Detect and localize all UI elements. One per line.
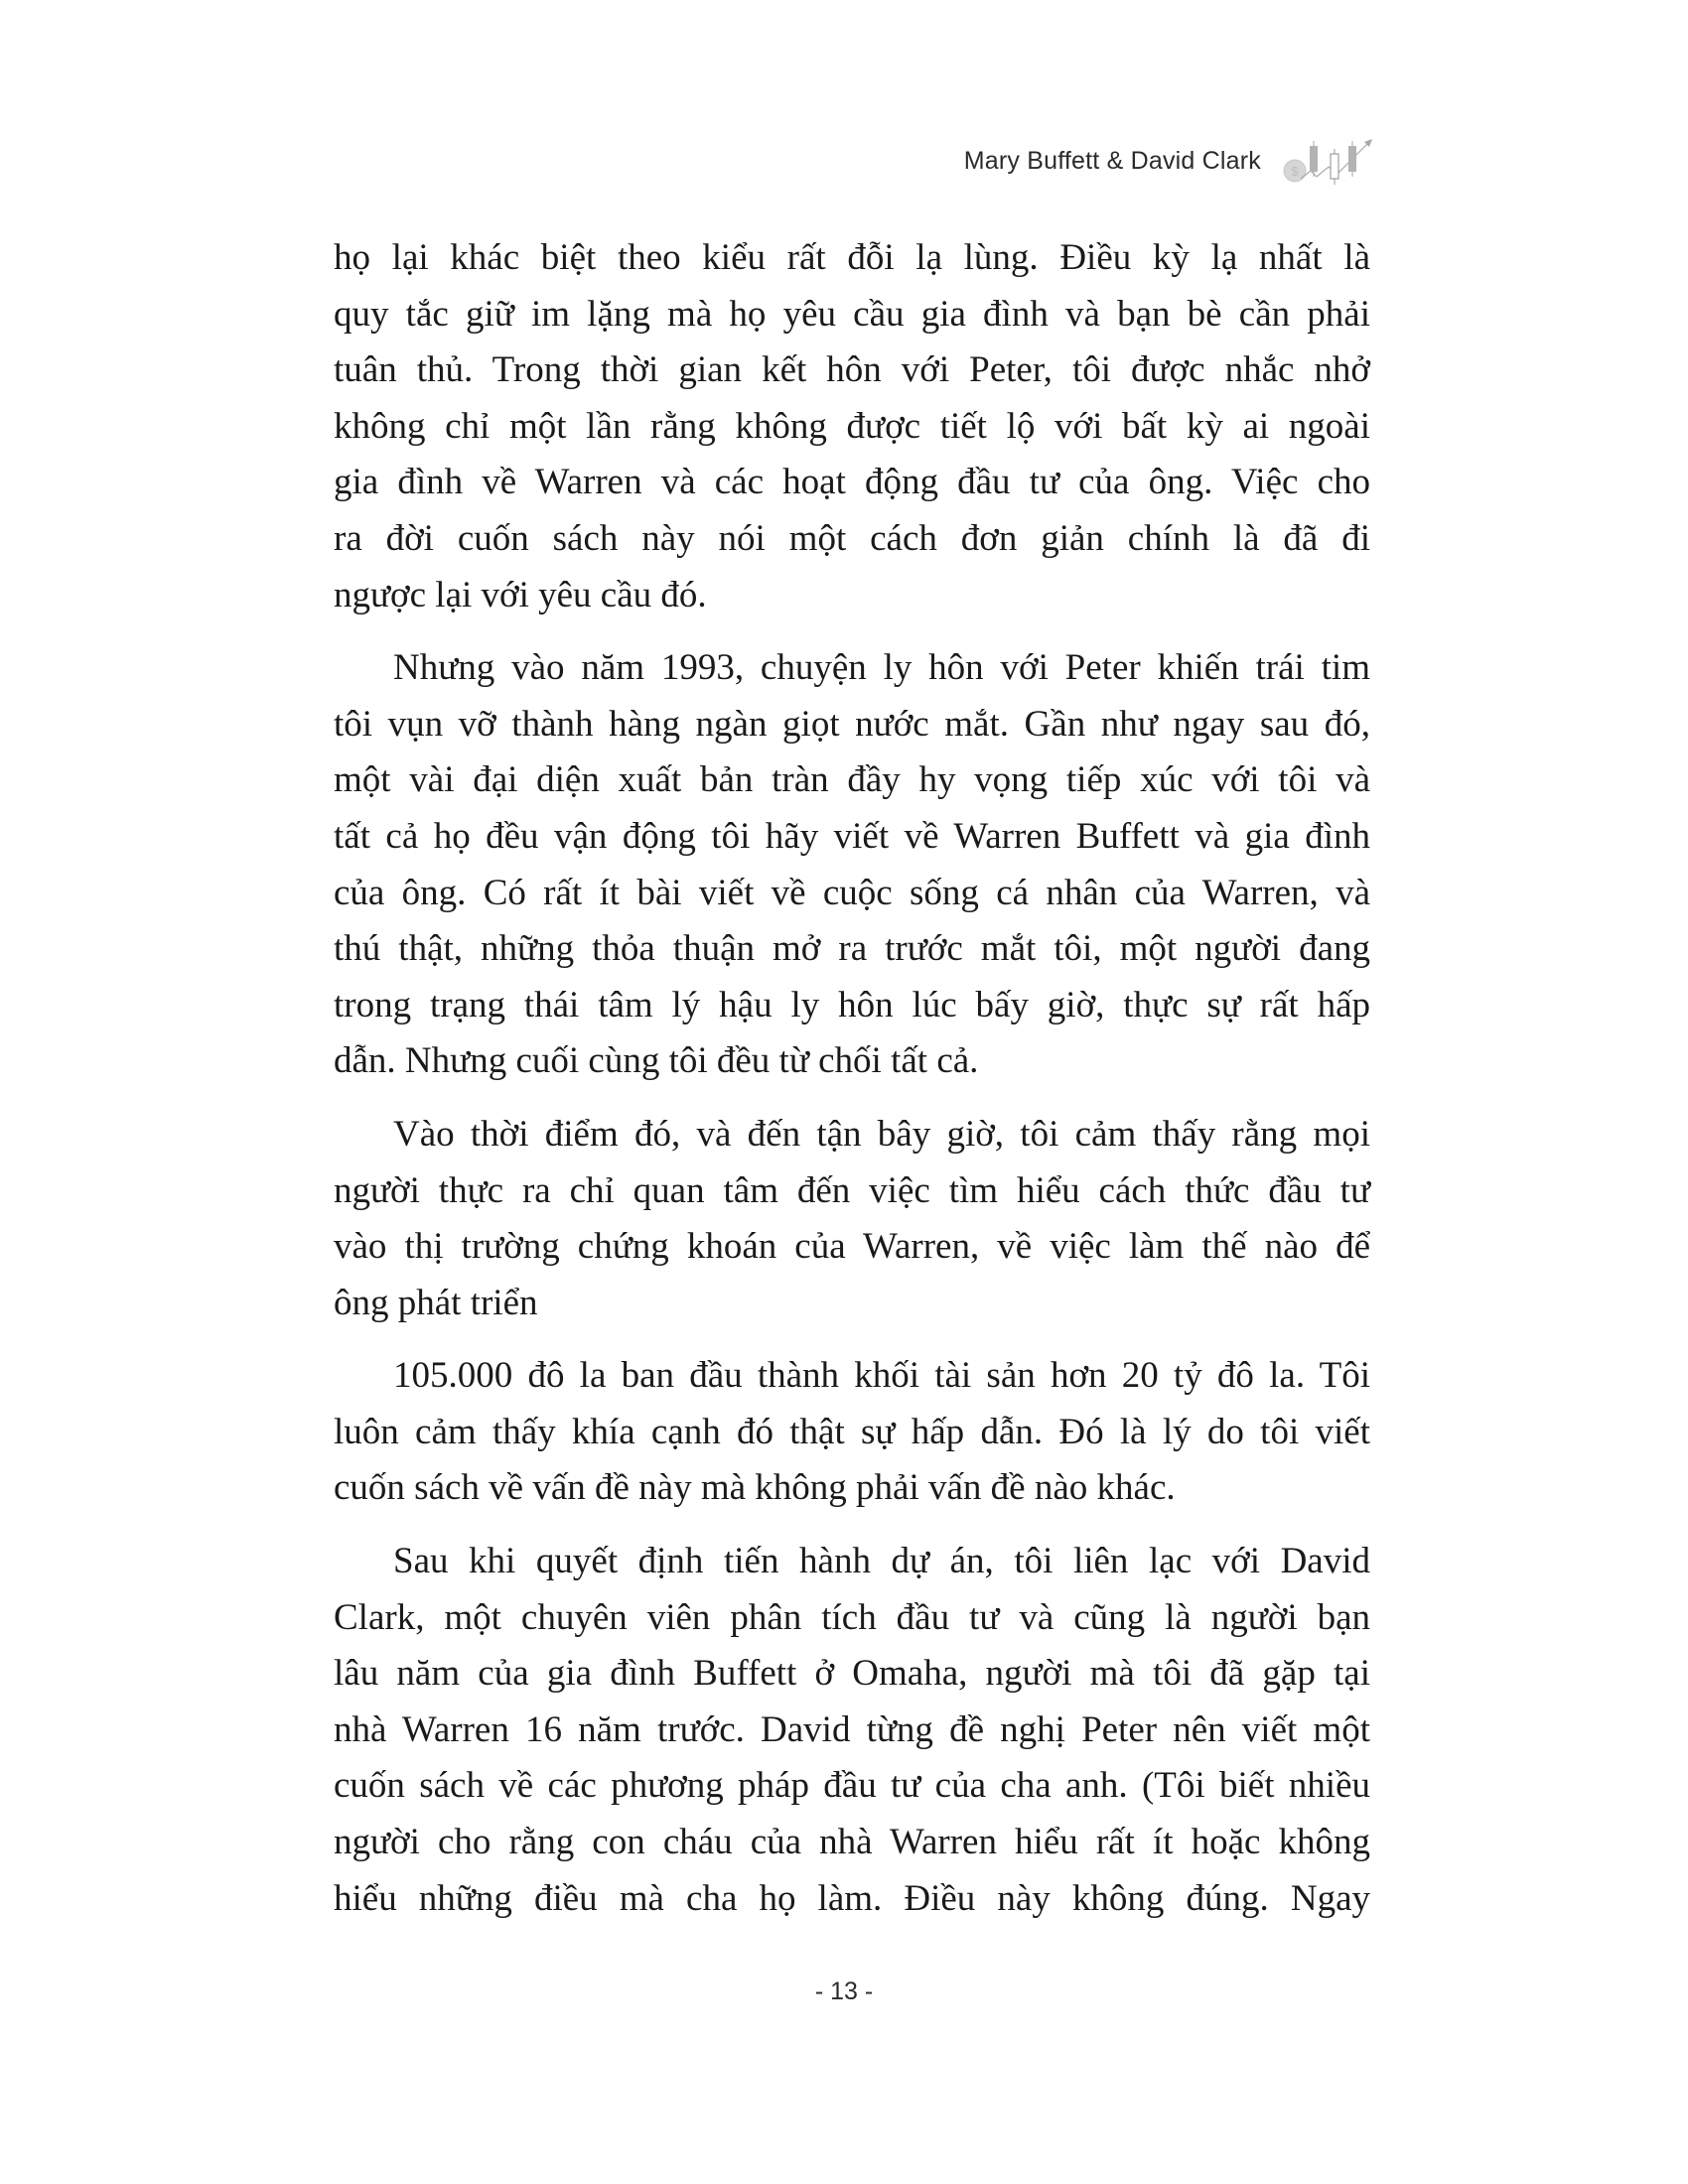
coin-candlestick-chart-icon [1281, 133, 1380, 189]
page-number: - 13 - [814, 1978, 874, 2005]
text-line: Sau khi quyết định tiến hành dự án, tôi liên lạc với David [393, 1541, 1370, 1582]
text-line: trong trạng thái tâm lý hậu ly hôn lúc bấy giờ, thực sự rất hấp [334, 984, 1370, 1025]
svg-text:$: $ [1291, 164, 1299, 179]
body-text [334, 230, 1370, 1944]
text-line: dẫn. Nhưng cuối cùng tôi đều từ chối tất cả. [334, 1040, 979, 1082]
paragraph [334, 1107, 1370, 1331]
text-line: người cho rằng con cháu của nhà Warren hiểu rất ít hoặc không [334, 1822, 1370, 1863]
text-line: cuốn sách về các phương pháp đầu tư của cha anh. (Tôi biết nhiều [334, 1765, 1370, 1807]
text-line: vào thị trường chứng khoán của Warren, về việc làm thế nào để [334, 1226, 1370, 1268]
text-line: tôi vụn vỡ thành hàng ngàn giọt nước mắt. Gần như ngay sau đó, [334, 703, 1370, 745]
text-line: quy tắc giữ im lặng mà họ yêu cầu gia đình và bạn bè cần phải [334, 293, 1370, 335]
header-authors: Mary Buffett & David Clark [963, 146, 1261, 175]
running-header [933, 139, 1390, 183]
text-line: 105.000 đô la ban đầu thành khối tài sản hơn 20 tỷ đô la. Tôi [393, 1355, 1370, 1397]
text-line: họ lại khác biệt theo kiểu rất đỗi lạ lùng. Điều kỳ lạ nhất là [334, 237, 1370, 278]
text-line: Nhưng vào năm 1993, chuyện ly hôn với Peter khiến trái tim [393, 647, 1370, 689]
text-line: nhà Warren 16 năm trước. David từng đề nghị Peter nên viết một [334, 1708, 1370, 1750]
paragraph [334, 1348, 1370, 1517]
text-line: một vài đại diện xuất bản tràn đầy hy vọng tiếp xúc với tôi và [334, 759, 1370, 801]
text-line: lâu năm của gia đình Buffett ở Omaha, người mà tôi đã gặp tại [334, 1653, 1370, 1695]
text-line: tất cả họ đều vận động tôi hãy viết về Warren Buffett và gia đình [334, 815, 1370, 857]
text-line: Clark, một chuyên viên phân tích đầu tư và cũng là người bạn [334, 1596, 1370, 1638]
text-line: ông phát triển [334, 1282, 538, 1323]
text-line: luôn cảm thấy khía cạnh đó thật sự hấp dẫn. Đó là lý do tôi viết [334, 1411, 1370, 1452]
text-line: không chỉ một lần rằng không được tiết lộ với bất kỳ ai ngoài [334, 405, 1370, 447]
paragraph [334, 640, 1370, 1090]
text-line: tuân thủ. Trong thời gian kết hôn với Peter, tôi được nhắc nhở [334, 349, 1370, 391]
text-line: của ông. Có rất ít bài viết về cuộc sống cá nhân của Warren, và [334, 872, 1370, 913]
text-line: cuốn sách về vấn đề này mà không phải vấn đề nào khác. [334, 1467, 1176, 1509]
text-line: thú thật, những thỏa thuận mở ra trước mắt tôi, một người đang [334, 928, 1370, 970]
text-line: ngược lại với yêu cầu đó. [334, 574, 707, 615]
paragraph [334, 230, 1370, 623]
text-line: người thực ra chỉ quan tâm đến việc tìm hiểu cách thức đầu tư [334, 1169, 1370, 1211]
text-line: ra đời cuốn sách này nói một cách đơn giản chính là đã đi [334, 517, 1370, 559]
text-line: gia đình về Warren và các hoạt động đầu tư của ông. Việc cho [334, 462, 1370, 503]
paragraph [334, 1534, 1370, 1927]
text-line: hiểu những điều mà cha họ làm. Điều này không đúng. Ngay [334, 1877, 1370, 1919]
text-line: Vào thời điểm đó, và đến tận bây giờ, tôi cảm thấy rằng mọi [393, 1113, 1370, 1155]
